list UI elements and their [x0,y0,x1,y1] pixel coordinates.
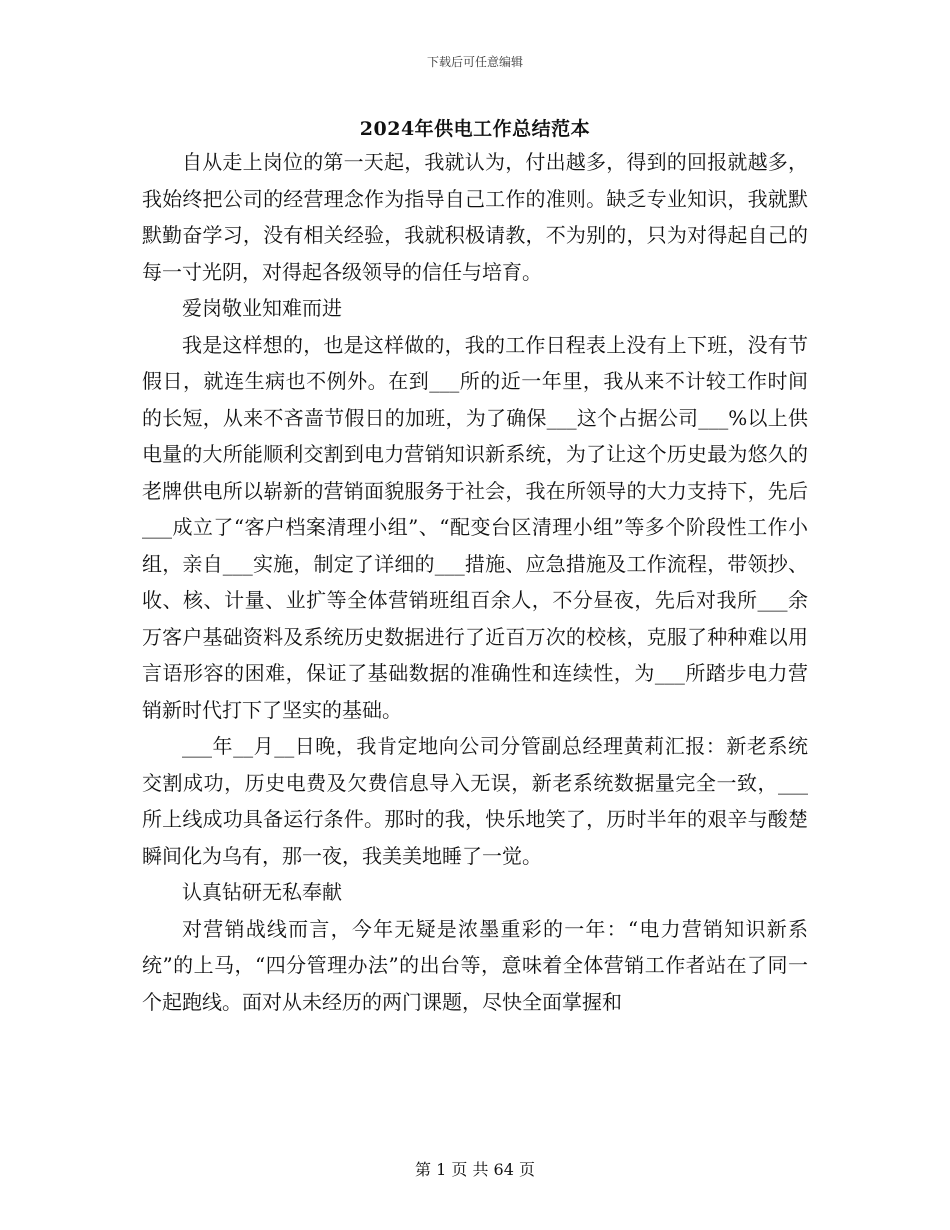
section-heading: 爱岗敬业知难而进 [182,296,342,320]
header-note: 下载后可任意编辑 [426,55,523,69]
body-paragraph: 我是这样想的，也是这样做的，我的工作日程表上没有上下班，没有节假日，就连生病也不例外。在到___所的近一年里，我从来不计较工作时间的长短，从来不吝啬节假日的加班，为了确保___这个占据公司___%以上供电量的大所能顺利交割到电力营销知识新系统，为了让这个历史最为悠久的老牌供电所以崭新的营销面貌服务于社会，我在所领导的大力支持下，先后___成立了“客户档案清理小组”、“配变台区清理小组”等多个阶段性工作小组，亲自___实施，制定了详细的___措施、应急措施及工作流程，带领抄、收、核、计量、业扩等全体营销班组百余人，不分昼夜，先后对我所___余万客户基础资料及系统历史数据进行了近百万次的校核，克服了种种难以用言语形容的困难，保证了基础数据的准确性和连续性，为___所踏步电力营销新时代打下了坚实的基础。 [142,332,808,722]
document-title: 2024年供电工作总结范本 [359,118,591,140]
section-heading: 认真钻研无私奉献 [182,880,342,904]
body-paragraph: 自从走上岗位的第一天起，我就认为，付出越多，得到的回报就越多，我始终把公司的经营理念作为指导自己工作的准则。缺乏专业知识，我就默默勤奋学习，没有相关经验，我就积极请教，不为别的，只为对得起自己的每一寸光阴，对得起各级领导的信任与培育。 [142,150,808,284]
body-paragraph: 对营销战线而言，今年无疑是浓墨重彩的一年：“电力营销知识新系统”的上马，“四分管理办法”的出台等，意味着全体营销工作者站在了同一个起跑线。面对从未经历的两门课题，尽快全面掌握和 [142,916,808,1014]
body-paragraph: ___年__月__日晚，我肯定地向公司分管副总经理黄莉汇报：新老系统交割成功，历史电费及欠费信息导入无误，新老系统数据量完全一致，___所上线成功具备运行条件。那时的我，快乐地笑了，历时半年的艰辛与酸楚瞬间化为乌有，那一夜，我美美地睡了一觉。 [142,734,808,868]
document-body [142,144,808,1020]
page-footer: 第 1 页 共 64 页 [415,1160,535,1179]
